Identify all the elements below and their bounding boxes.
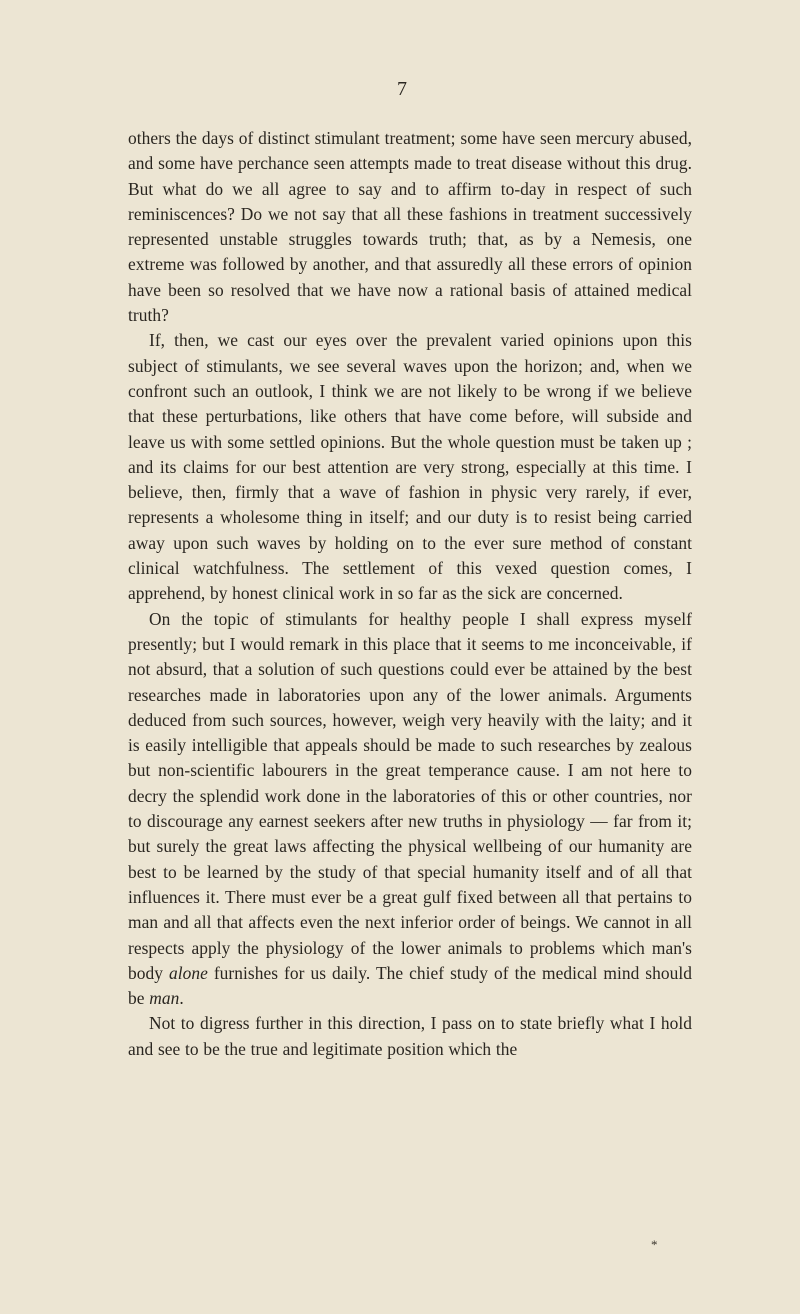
page-number: 7 bbox=[397, 78, 407, 100]
paragraph-2: If, then, we cast our eyes over the prevalent varied opinions upon this subject of stimulants, we see several waves upon the horizon; and, when we confront such an outlook, I think we are not likely to be wrong if we believe that these perturbations, like others that have come before, will subside and leave us with some settled opinions. But the whole question must be taken up ; and its claims for our best attention are very strong, especially at this time. I believe, then, firmly that a wave of fashion in physic very rarely, if ever, represents a wholesome thing in itself; and our duty is to resist being carried away upon such waves by holding on to the ever sure method of constant clinical watchfulness. The settlement of this vexed question comes, I apprehend, by honest clinical work in so far as the sick are concerned. bbox=[128, 330, 692, 604]
paragraph-1: others the days of distinct stimulant treatment; some have seen mercury abused, and some have perchance seen attempts made to treat disease without this drug. But what do we all agree to say and to affirm to-day in respect of such reminiscences? Do we not say that all these fashions in treatment successively represented unstable struggles towards truth; that, as by a Nemesis, one extreme was followed by another, and that assuredly all these errors of opinion have been so resolved that we have now a rational basis of attained medical truth? bbox=[128, 128, 692, 326]
paragraph-3-text-a: On the topic of stimulants for healthy people I shall express myself presently; but I would remark in this place that it seems to me inconceivable, if not absurd, that a solution of such questions could ever be attained by the best researches made in laboratories upon any of the lower animals. Arguments deduced from such sources, however, weigh very heavily with the laity; and it is easily intelligible that appeals should be made to such researches by zealous but non-scientific labourers in the great temperance cause. I am not here to decry the splendid work done in the laboratories of this or other countries, nor to discourage any earnest seekers after new truths in physiology — far from it; but surely the great laws affecting the physical wellbeing of our humanity are best to be learned by the study of that special humanity itself and of all that influences it. There must ever be a great gulf fixed between all that pertains to man and all that affects even the next inferior order of beings. We cannot in all respects apply the physiology of the lower animals to problems which man's body bbox=[128, 608, 692, 983]
paragraph-4: Not to digress further in this direction, I pass on to state briefly what I hold and see to be the true and legitimate position which the bbox=[128, 1013, 692, 1059]
paragraph-3 bbox=[128, 607, 692, 1012]
italic-word-alone: alone bbox=[168, 962, 208, 983]
italic-word-man: man bbox=[149, 988, 180, 1009]
body-text bbox=[128, 126, 692, 1062]
paragraph-3-text-b: furnishes for us daily. The chief study of the medical mind should be bbox=[128, 962, 692, 1009]
signature-mark: * bbox=[651, 1237, 658, 1252]
paragraph-3-text-end: . bbox=[179, 988, 184, 1009]
